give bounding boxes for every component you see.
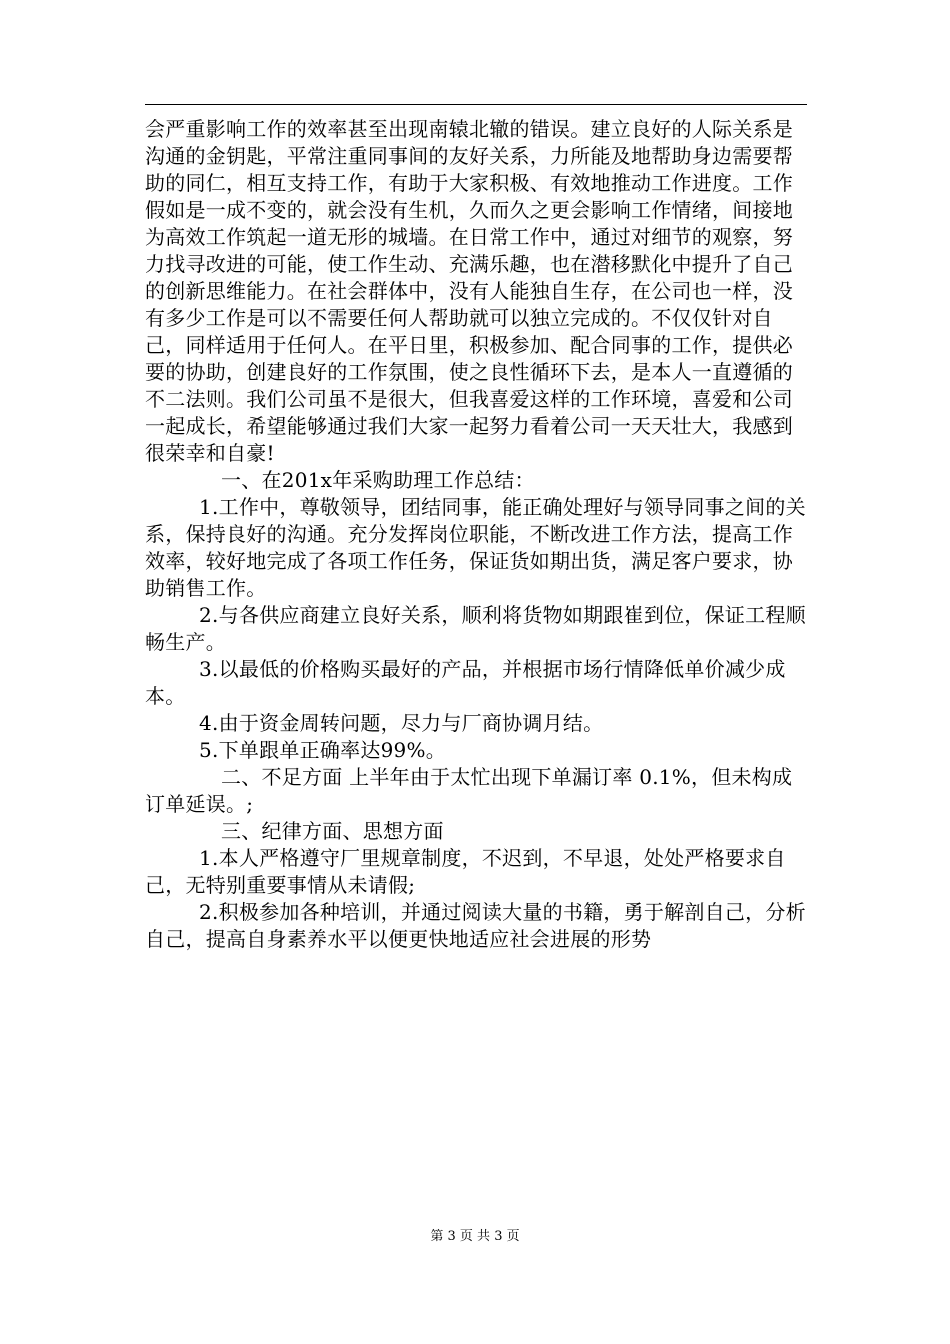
discipline-item-2: 2.积极参加各种培训，并通过阅读大量的书籍，勇于解剖自己，分析自己，提高自身素养水平以便更快地适应社会进展的形势: [145, 900, 806, 951]
list-item-5: 5.下单跟单正确率达99%。: [199, 738, 447, 762]
page-number-footer: 第 3 页 共 3 页: [430, 1229, 520, 1244]
list-item-2: 2.与各供应商建立良好关系，顺利将货物如期跟崔到位，保证工程顺畅生产。: [145, 603, 806, 654]
document-body: [145, 116, 807, 953]
body-paragraph-intro: 会严重影响工作的效率甚至出现南辕北辙的错误。建立良好的人际关系是沟通的金钥匙，平常注重同事间的友好关系，力所能及地帮助身边需要帮助的同仁，相互支持工作，有助于大家积极、有效地推动工作进度。工作假如是一成不变的，就会没有生机，久而久之更会影响工作情绪，间接地为高效工作筑起一道无形的城墙。在日常工作中，通过对细节的观察，努力找寻改进的可能，使工作生动、充满乐趣，也在潜移默化中提升了自己的创新思维能力。在社会群体中，没有人能独自生存，在公司也一样，没有多少工作是可以不需要任何人帮助就可以独立完成的。不仅仅针对自己，同样适用于任何人。在平日里，积极参加、配合同事的工作，提供必要的协助，创建良好的工作氛围，使之良性循环下去，是本人一直遵循的不二法则。我们公司虽不是很大，但我喜爱这样的工作环境，喜爱和公司一起成长，希望能够通过我们大家一起努力看着公司一天天壮大，我感到很荣幸和自豪!: [145, 117, 793, 465]
list-item-4: 4.由于资金周转问题，尽力与厂商协调月结。: [199, 711, 604, 735]
list-item-3: 3.以最低的价格购买最好的产品，并根据市场行情降低单价减少成本。: [145, 657, 786, 708]
list-item-1: 1.工作中，尊敬领导，团结同事，能正确处理好与领导同事之间的关系，保持良好的沟通。充分发挥岗位职能，不断改进工作方法，提高工作效率，较好地完成了各项工作任务，保证货如期出货，满足客户要求，协助销售工作。: [145, 495, 806, 600]
header-rule: [145, 104, 807, 105]
section-heading-shortcomings: 二、不足方面 上半年由于太忙出现下单漏订率 0.1%，但未构成订单延误。;: [145, 765, 793, 816]
discipline-item-1: 1.本人严格遵守厂里规章制度，不迟到，不早退，处处严格要求自己，无特别重要事情从未请假;: [145, 846, 786, 897]
section-heading-summary: 一、在201x年采购助理工作总结：: [221, 468, 535, 492]
section-heading-discipline: 三、纪律方面、思想方面: [221, 819, 444, 843]
